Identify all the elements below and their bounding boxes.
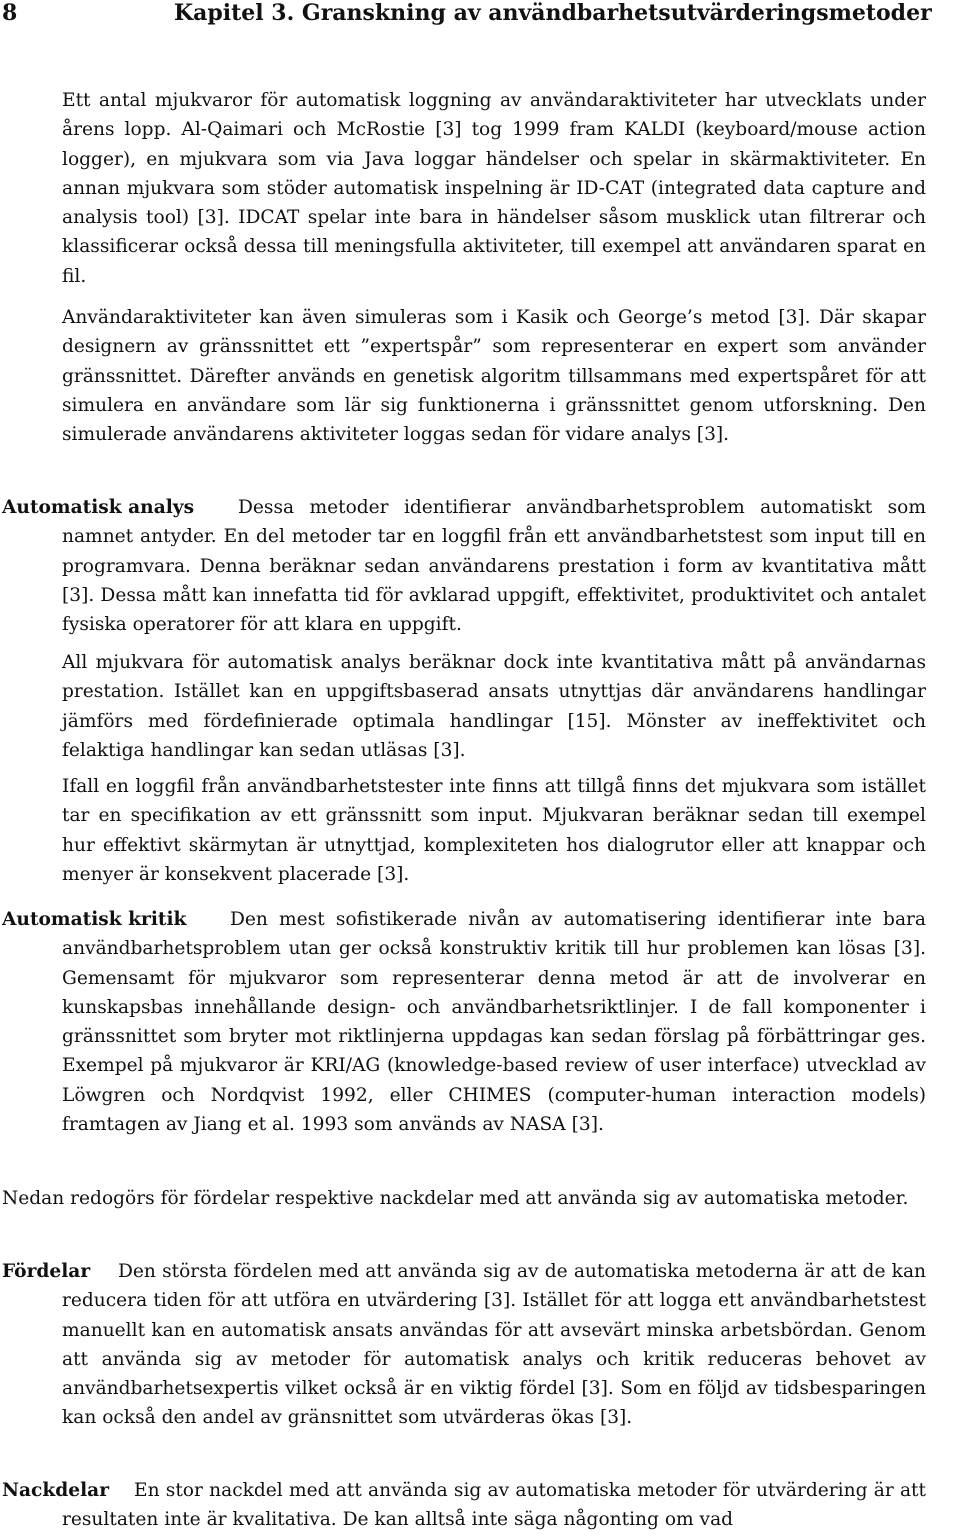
paragraph-interface-spec: Ifall en loggfil från användbarhetstester inte finns att tillgå finns det mjukvara som istället tar en specifikation av ett gränssnitt som input. Mjukvaran beräknar sedan till exempel hur effektivt skärmytan är utnyttjad, komplexiteten hos dialogrutor eller att knappar och menyer är konsekvent placerade [3]. xyxy=(62,776,926,885)
paragraph-task-based: All mjukvara för automatisk analys beräknar dock inte kvantitativa mått på användarnas prestation. Istället kan en uppgiftsbaserad ansats utnyttjas där användarens handlingar jämförs med fördefinierade optimala handlingar [15]. Mönster av ineffektivitet och felaktiga handlingar kan sedan utläsas [3]. xyxy=(62,652,926,761)
chapter-title: Kapitel 3. Granskning av användbarhetsutvärderingsmetoder xyxy=(174,0,932,26)
paragraph-automatisk-kritik: Den mest sofistikerade nivån av automatisering identifierar inte bara användbarhetsproblem utan ger också konstruktiv kritik till hur problemen kan lösas [3]. Gemensamt för mjukvaror som representerar denna metod är att de involverar en kunskapsbas innehållande design- och användbarhetsriktlinjer. I de fall komponenter i gränssnittet som bryter mot riktlinjerna uppdagas kan sedan förslag på förbättringar ges. Exempel på mjukvaror är KRI/AG (knowledge-based review of user interface) utvecklad av Löwgren och Nordqvist 1992, eller CHIMES (computer-human interaction models) framtagen av Jiang et al. 1993 som används av NASA [3]. xyxy=(62,909,926,1136)
section-label-automatisk-kritik: Automatisk kritik xyxy=(2,909,187,930)
paragraph-fordelar: Den största fördelen med att använda sig av de automatiska metoderna är att de kan reducera tiden för att utföra en utvärdering [3]. Istället för att logga ett användbarhetstest manuellt kan en automatisk ansats användas för att avsevärt minska arbetsbördan. Genom att använda sig av metoder för automatisk analys och kritik reduceras behovet av användbarhetsexpertis vilket också är en viktig fördel [3]. Som en följd av tidsbesparingen kan också den andel av gränsnittet som utvärderas ökas [3]. xyxy=(62,1261,926,1429)
section-label-automatisk-analys: Automatisk analys xyxy=(2,497,195,518)
paragraph-nackdelar: En stor nackdel med att använda sig av automatiska metoder för utvärdering är att resultaten inte är kvalitativa. De kan alltså inte säga någonting om vad xyxy=(62,1480,926,1531)
paragraph-simulation: Användaraktiviteter kan även simuleras som i Kasik och George’s metod [3]. Där skapar designern av gränssnittet ett ”expertspår” som representerar en expert som använder gränssnittet. Därefter används en genetisk algoritm tillsammans med expertspåret för att simulera en användare som lär sig funktionerna i gränssnittet genom utforskning. Den simulerade användarens aktiviteter loggas sedan för vidare analys [3]. xyxy=(62,307,926,446)
running-header xyxy=(2,0,932,28)
section-label-fordelar: Fördelar xyxy=(2,1261,91,1282)
section-label-nackdelar: Nackdelar xyxy=(2,1480,109,1501)
paragraph-logging-software: Ett antal mjukvaror för automatisk loggning av användaraktiviteter har utvecklats under årens lopp. Al-Qaimari och McRostie [3] tog 1999 fram KALDI (keyboard/mouse action logger), en mjukvara som via Java loggar händelser och spelar in skärmaktiviteter. En annan mjukvara som stöder automatisk inspelning är ID-CAT (integrated data capture and analysis tool) [3]. IDCAT spelar inte bara in händelser såsom musklick utan filtrerar och klassificerar också dessa till meningsfulla aktiviteter, till exempel att användaren sparat en fil. xyxy=(62,90,926,287)
page-number: 8 xyxy=(2,0,18,26)
paragraph-intro-pros-cons: Nedan redogörs för fördelar respektive nackdelar med att använda sig av automatiska metoder. xyxy=(2,1188,909,1209)
paragraph-automatisk-analys: Dessa metoder identifierar användbarhetsproblem automatiskt som namnet antyder. En del metoder tar en loggfil från ett användbarhetstest som input till en programvara. Denna beräknar sedan användarens prestation i form av kvantitativa mått [3]. Dessa mått kan innefatta tid för avklarad uppgift, effektivitet, produktivitet och antalet fysiska operatorer för att klara en uppgift. xyxy=(62,497,926,636)
